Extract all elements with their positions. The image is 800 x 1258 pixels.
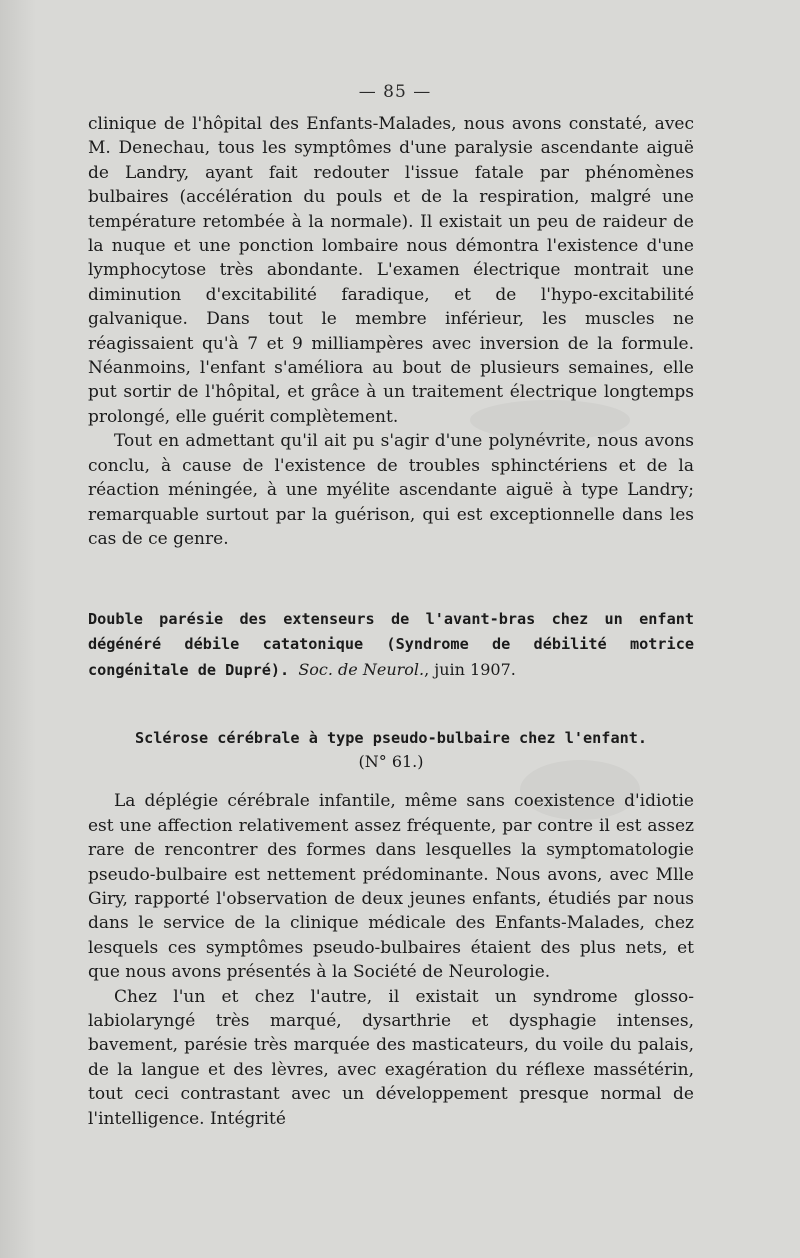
body-paragraph-2: Tout en admettant qu'il ait pu s'agir d'une polynévrite, nous avons conclu, à cause de l'existence de troubles sphinctériens et de la réaction méningée, à une myélite ascendante aiguë à type Landry; remarquable surtout par la guérison, qui est exceptionnelle dans les cas de ce genre. [88, 431, 694, 549]
body-paragraph-3: La déplégie cérébrale infantile, même sans coexistence d'idiotie est une affection relativement assez fréquente, par contre il est assez rare de rencontrer des formes dans lesquelles la symptomatologie pseudo-bulbaire est nettement prédominante. Nous avons, avec Mlle Giry, rapporté l'observation de deux jeunes enfants, étudiés par nous dans le service de la clinique médicale des Enfants-Malades, chez lesquels ces symptômes pseudo-bulbaires étaient des plus nets, et que nous avons présentés à la Société de Neurologie. [88, 791, 694, 983]
section-number: (N° 61.) [358, 752, 424, 772]
body-paragraph-4: Chez l'un et chez l'autre, il existait un syndrome glosso-labiolaryngé très marqué, dysarthrie et dysphagie intenses, bavement, parésie très marquée des masticateurs, du voile du palais, de la langue et des lèvres, avec exagération du réflexe massétérin, tout ceci contrastant avec un développement presque normal de l'intelligence. Intégrité [88, 986, 694, 1129]
body-paragraph-1: clinique de l'hôpital des Enfants-Malades, nous avons constaté, avec M. Denechau, tous les symptômes d'une paralysie ascendante aiguë de Landry, ayant fait redouter l'issue fatale par phénomènes bulbaires (accélération du pouls et de la respiration, malgré une température retombée à la normale). Il existait un peu de raideur de la nuque et une ponction lombaire nous démontra l'existence d'une lymphocytose très abondante. L'examen électrique montrait une diminution d'excitabilité faradique, et de l'hypo-excitabilité galvanique. Dans tout le membre inférieur, les muscles ne réagissaient qu'à 7 et 9 milliampères avec inversion de la formule. Néanmoins, l'enfant s'améliora au bout de plusieurs semaines, elle put sortir de l'hôpital, et grâce à un traitement électrique longtemps prolongé, elle guérit complètement. [88, 114, 694, 427]
reference-journal: Soc. de Neurol. [298, 660, 425, 680]
document-page [88, 82, 694, 1131]
scan-edge-shadow [0, 0, 36, 1258]
section-title: Sclérose cérébrale à type pseudo-bulbaire chez l'enfant. [134, 729, 648, 748]
page-number: — 85 — [358, 82, 432, 102]
reference-source [298, 660, 516, 679]
reference-title: Double parésie des extenseurs de l'avant-bras chez un enfant dégénéré débile catatonique (Syndrome de débilité motrice congénitale de Dupré). [88, 610, 694, 680]
reference-date: , juin 1907. [424, 660, 516, 680]
reference-heading [88, 607, 694, 683]
